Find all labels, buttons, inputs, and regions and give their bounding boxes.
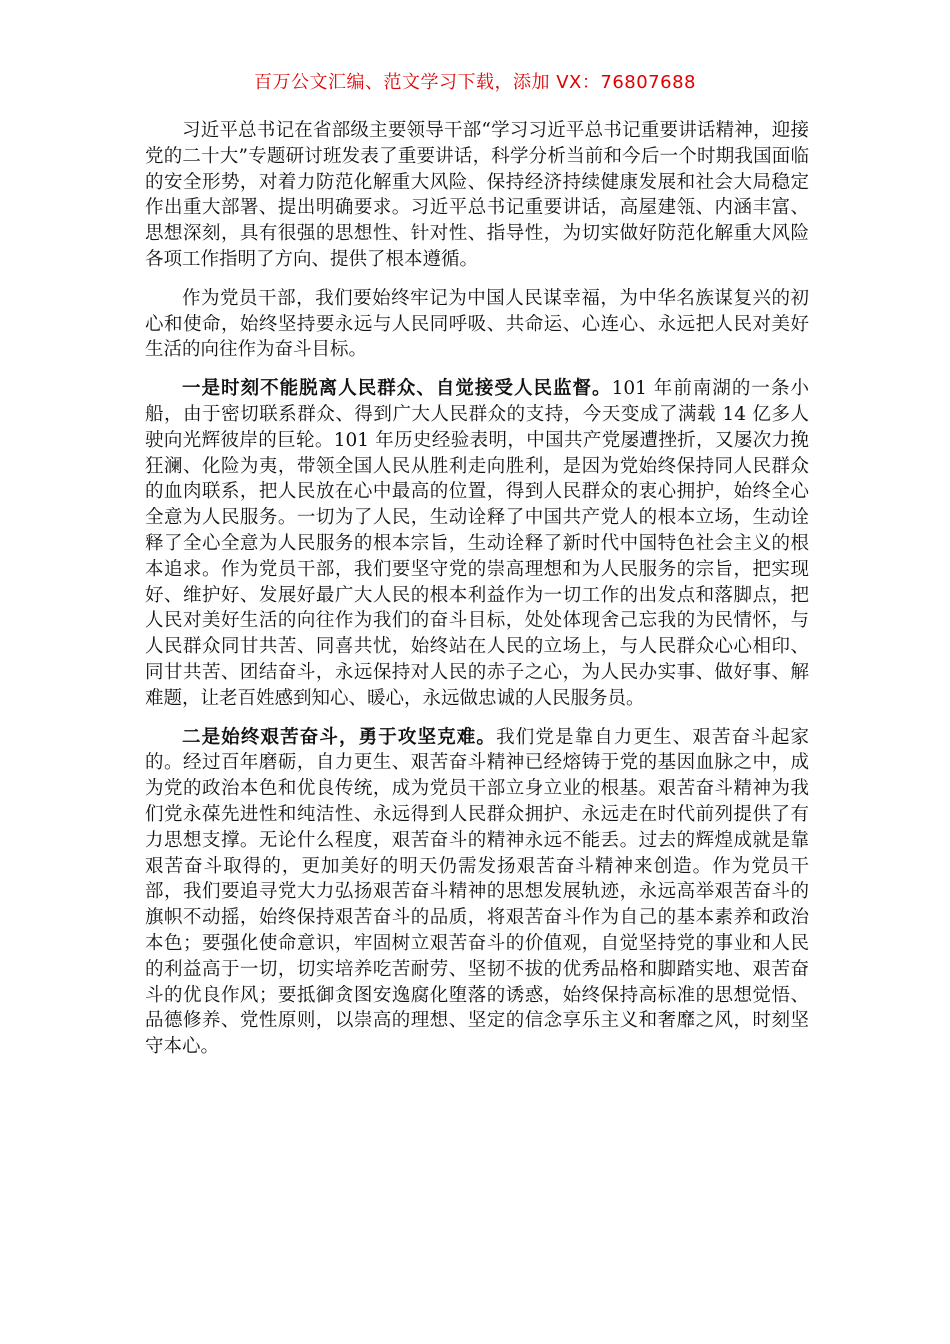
paragraph-text: 我们党是靠自力更生、艰苦奋斗起家的。经过百年磨砺，自力更生、艰苦奋斗精神已经熔铸于党的基因血脉之中，成为党的政治本色和优良传统，成为党员干部立身立业的根基。艰苦奋斗精神为我们党永葆先进性和纯洁性、永远得到人民群众拥护、永远走在时代前列提供了有力思想支撑。无论什么程度，艰苦奋斗的精神永远不能丢。过去的辉煌成就是靠艰苦奋斗取得的，更加美好的明天仍需发扬艰苦奋斗精神来创造。作为党员干部，我们要追寻党大力弘扬艰苦奋斗精神的思想发展轨迹，永远高举艰苦奋斗的旗帜不动摇，始终保持艰苦奋斗的品质，将艰苦奋斗作为自己的基本素养和政治本色；要强化使命意识，牢固树立艰苦奋斗的价值观，自觉坚持党的事业和人民的利益高于一切，切实培养吃苦耐劳、坚韧不拔的优秀品格和脚踏实地、艰苦奋斗的优良作风；要抵御贪图安逸腐化堕落的诱惑，始终保持高标准的思想觉悟、品德修养、党性原则，以崇高的理想、坚定的信念享乐主义和奢靡之风，时刻坚守本心。: [145, 726, 809, 1058]
paragraph-text: 习近平总书记在省部级主要领导干部“学习习近平总书记重要讲话精神，迎接党的二十大”专题研讨班发表了重要讲话，科学分析当前和今后一个时期我国面临的安全形势，对着力防范化解重大风险、保持经济持续健康发展和社会大局稳定作出重大部署、提出明确要求。习近平总书记重要讲话，高屋建瓴、内涵丰富、思想深刻，具有很强的思想性、针对性、指导性，为切实做好防范化解重大风险各项工作指明了方向、提供了根本遵循。: [145, 120, 809, 270]
paragraph-point-two: [145, 725, 809, 1060]
paragraph-lead: 二是始终艰苦奋斗，勇于攻坚克难。: [182, 726, 497, 748]
download-banner: 百万公文汇编、范文学习下载，添加 VX：76807688: [254, 72, 696, 93]
paragraph-mission: [145, 286, 809, 363]
paragraph-text: 作为党员干部，我们要始终牢记为中国人民谋幸福，为中华名族谋复兴的初心和使命，始终坚持要永远与人民同呼吸、共命运、心连心、永远把人民对美好生活的向往作为奋斗目标。: [145, 287, 809, 361]
paragraph-lead: 一是时刻不能脱离人民群众、自觉接受人民监督。: [182, 378, 612, 400]
paragraph-text: 101 年前南湖的一条小船，由于密切联系群众、得到广大人民群众的支持，今天变成了满载 14 亿多人驶向光辉彼岸的巨轮。101 年历史经验表明，中国共产党屡遭挫折，又屡次力挽狂澜、化险为夷，带领全国人民从胜利走向胜利，是因为党始终保持同人民群众的血肉联系，把人民放在心中最高的位置，得到人民群众的衷心拥护，始终全心全意为人民服务。一切为了人民，生动诠释了中国共产党人的根本立场，生动诠释了全心全意为人民服务的根本宗旨，生动诠释了新时代中国特色社会主义的根本追求。作为党员干部，我们要坚守党的崇高理想和为人民服务的宗旨，把实现好、维护好、发展好最广大人民的根本利益作为一切工作的出发点和落脚点，把人民对美好生活的向往作为我们的奋斗目标，处处体现舍己忘我的为民情怀，与人民群众同甘共苦、同喜共忧，始终站在人民的立场上，与人民群众心心相印、同甘共苦、团结奋斗，永远保持对人民的赤子之心，为人民办实事、做好事、解难题，让老百姓感到知心、暖心，永远做忠诚的人民服务员。: [145, 378, 809, 709]
paragraph-point-one: [145, 376, 809, 711]
paragraph-intro: [145, 118, 809, 273]
document-body: [145, 118, 809, 1073]
